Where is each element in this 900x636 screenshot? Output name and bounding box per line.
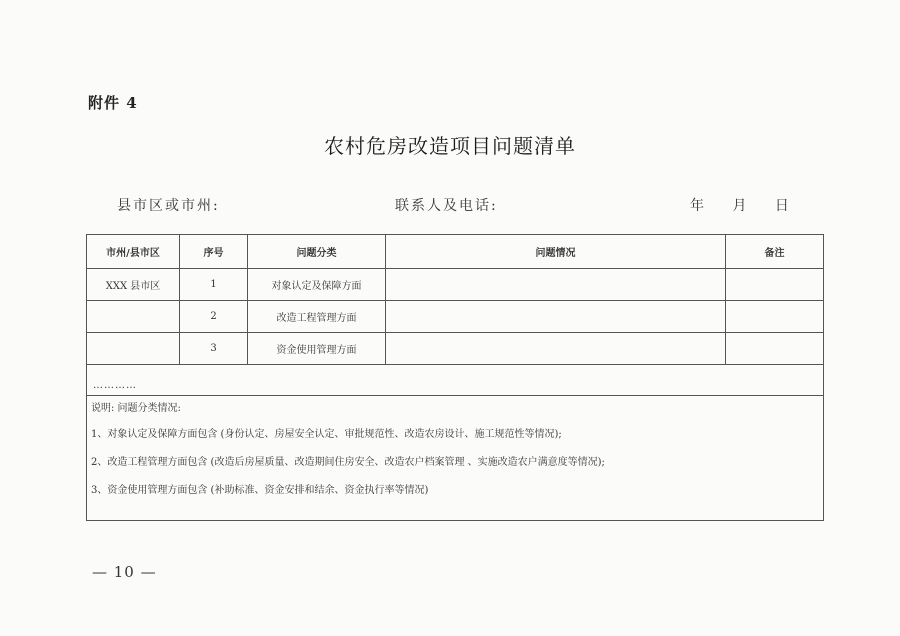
notes-cell — [87, 396, 824, 521]
table-row — [87, 301, 824, 333]
document-title: 农村危房改造项目问题清单 — [324, 134, 576, 158]
cell-problem — [386, 333, 726, 365]
cell-problem — [386, 301, 726, 333]
cell-number: 1 — [180, 269, 248, 301]
cell-category: 对象认定及保障方面 — [248, 269, 386, 301]
county-field-label: 县市区或市州: — [117, 198, 220, 214]
cell-remarks — [726, 269, 824, 301]
date-day-label: 日 — [774, 198, 791, 214]
page-number: — 10 — — [92, 563, 157, 581]
ellipsis-cell: ………… — [87, 365, 824, 396]
cell-remarks — [726, 333, 824, 365]
attachment-label: 附件 4 — [88, 94, 138, 112]
note-item: 1、对象认定及保障方面包含 (身份认定、房屋安全认定、审批规范性、改造农房设计、施工规范性等情况); — [91, 429, 562, 440]
note-item: 2、改造工程管理方面包含 (改造后房屋质量、改造期间住房安全、改造农户档案管理 、实施改造农户满意度等情况); — [91, 457, 605, 468]
date-field — [690, 195, 791, 215]
header-region: 市州/县市区 — [87, 235, 180, 269]
cell-problem — [386, 269, 726, 301]
ellipsis-row — [87, 365, 824, 396]
header-number: 序号 — [180, 235, 248, 269]
note-heading: 说明: 问题分类情况: — [91, 403, 181, 414]
date-year-label: 年 — [690, 198, 706, 214]
header-remarks: 备注 — [726, 235, 824, 269]
contact-field-label: 联系人及电话: — [395, 198, 498, 214]
table-header-row — [87, 235, 824, 269]
cell-number: 3 — [180, 333, 248, 365]
problem-list-table — [86, 234, 824, 521]
cell-category: 改造工程管理方面 — [248, 301, 386, 333]
cell-number: 2 — [180, 301, 248, 333]
note-item: 3、资金使用管理方面包含 (补助标准、资金安排和结余、资金执行率等情况) — [91, 485, 429, 496]
cell-region: XXX 县市区 — [87, 269, 180, 301]
table-row — [87, 333, 824, 365]
cell-region — [87, 301, 180, 333]
cell-category: 资金使用管理方面 — [248, 333, 386, 365]
cell-remarks — [726, 301, 824, 333]
table-row — [87, 269, 824, 301]
header-category: 问题分类 — [248, 235, 386, 269]
header-problem: 问题情况 — [386, 235, 726, 269]
notes-row — [87, 396, 824, 521]
cell-region — [87, 333, 180, 365]
date-month-label: 月 — [732, 198, 749, 214]
